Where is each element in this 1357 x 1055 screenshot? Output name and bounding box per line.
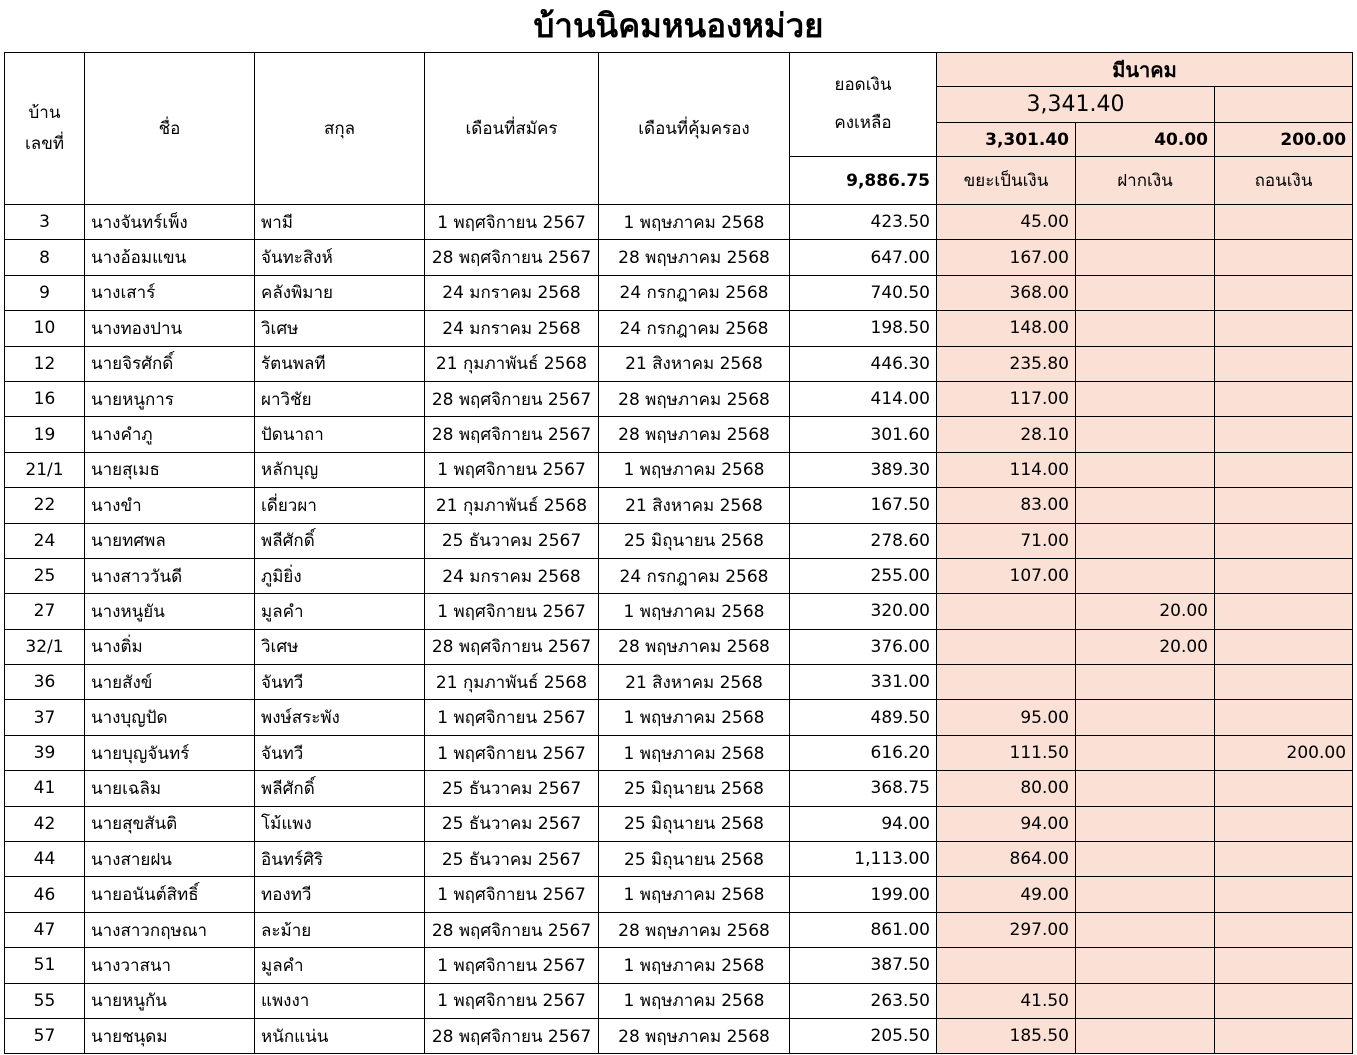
cell-surname: โม้แพง [255,806,425,841]
cell-house-no: 16 [5,381,85,416]
cell-balance: 331.00 [790,665,937,700]
cell-protected-month: 21 สิงหาคม 2568 [599,488,790,523]
cell-applied-month: 1 พฤศจิกายน 2567 [425,735,599,770]
cell-waste: 41.50 [937,983,1076,1018]
cell-deposit [1076,1018,1215,1053]
cell-protected-month: 24 กรกฎาคม 2568 [599,275,790,310]
cell-house-no: 27 [5,594,85,629]
cell-name: นางเสาร์ [85,275,255,310]
cell-applied-month: 1 พฤศจิกายน 2567 [425,700,599,735]
cell-surname: พามี [255,205,425,240]
cell-house-no: 10 [5,311,85,346]
cell-applied-month: 28 พฤศจิกายน 2567 [425,381,599,416]
cell-balance: 861.00 [790,912,937,947]
cell-withdraw [1215,594,1353,629]
table-row [5,275,1353,310]
cell-withdraw [1215,1018,1353,1053]
cell-protected-month: 28 พฤษภาคม 2568 [599,1018,790,1053]
cell-name: นายทศพล [85,523,255,558]
cell-balance: 423.50 [790,205,937,240]
cell-surname: วิเศษ [255,311,425,346]
cell-balance: 167.50 [790,488,937,523]
cell-deposit [1076,452,1215,487]
cell-name: นายบุญจันทร์ [85,735,255,770]
cell-surname: วิเศษ [255,629,425,664]
cell-surname: แพงงา [255,983,425,1018]
cell-house-no: 9 [5,275,85,310]
table-row [5,842,1353,877]
cell-waste: 117.00 [937,381,1076,416]
cell-withdraw [1215,346,1353,381]
cell-protected-month: 1 พฤษภาคม 2568 [599,594,790,629]
cell-deposit: 20.00 [1076,594,1215,629]
cell-applied-month: 28 พฤศจิกายน 2567 [425,240,599,275]
header-month-total: 3,341.40 [937,87,1215,123]
header-balance-total: 9,886.75 [790,157,937,205]
cell-house-no: 51 [5,948,85,983]
table-row [5,452,1353,487]
cell-protected-month: 1 พฤษภาคม 2568 [599,948,790,983]
cell-applied-month: 25 ธันวาคม 2567 [425,842,599,877]
cell-house-no: 19 [5,417,85,452]
cell-surname: อินทร์ศิริ [255,842,425,877]
cell-name: นายอนันต์สิทธิ์ [85,877,255,912]
cell-surname: พงษ์สระพัง [255,700,425,735]
cell-house-no: 39 [5,735,85,770]
cell-waste [937,594,1076,629]
table-row [5,311,1353,346]
ledger-table [4,52,1353,1054]
cell-applied-month: 28 พฤศจิกายน 2567 [425,417,599,452]
header-surname: สกุล [255,53,425,205]
table-row [5,806,1353,841]
cell-withdraw [1215,381,1353,416]
table-row [5,240,1353,275]
cell-surname: ปัดนาถา [255,417,425,452]
cell-waste: 148.00 [937,311,1076,346]
cell-deposit [1076,983,1215,1018]
cell-applied-month: 24 มกราคม 2568 [425,311,599,346]
cell-deposit [1076,665,1215,700]
table-row [5,346,1353,381]
cell-balance: 389.30 [790,452,937,487]
cell-deposit [1076,771,1215,806]
cell-surname: ละม้าย [255,912,425,947]
cell-waste: 45.00 [937,205,1076,240]
page-title: บ้านนิคมหนองหม่วย [533,6,824,45]
cell-applied-month: 25 ธันวาคม 2567 [425,523,599,558]
cell-applied-month: 1 พฤศจิกายน 2567 [425,877,599,912]
cell-name: นางติ่ม [85,629,255,664]
cell-house-no: 36 [5,665,85,700]
cell-surname: เดี่ยวผา [255,488,425,523]
cell-withdraw [1215,877,1353,912]
cell-house-no: 12 [5,346,85,381]
cell-balance: 446.30 [790,346,937,381]
cell-applied-month: 1 พฤศจิกายน 2567 [425,205,599,240]
cell-withdraw [1215,700,1353,735]
header-month: มีนาคม [937,53,1353,87]
cell-waste: 49.00 [937,877,1076,912]
cell-surname: หนักแน่น [255,1018,425,1053]
cell-balance: 263.50 [790,983,937,1018]
cell-name: นางจันทร์เพ็ง [85,205,255,240]
cell-deposit [1076,346,1215,381]
cell-protected-month: 25 มิถุนายน 2568 [599,806,790,841]
cell-waste [937,629,1076,664]
cell-balance: 205.50 [790,1018,937,1053]
cell-balance: 255.00 [790,558,937,593]
cell-withdraw [1215,311,1353,346]
header-deposit-total: 40.00 [1076,123,1215,157]
cell-name: นางสาวกฤษณา [85,912,255,947]
cell-deposit [1076,381,1215,416]
cell-protected-month: 25 มิถุนายน 2568 [599,842,790,877]
table-row [5,488,1353,523]
cell-protected-month: 21 สิงหาคม 2568 [599,665,790,700]
cell-surname: หลักบุญ [255,452,425,487]
cell-name: นายหนูการ [85,381,255,416]
cell-balance: 376.00 [790,629,937,664]
cell-protected-month: 28 พฤษภาคม 2568 [599,417,790,452]
cell-withdraw [1215,523,1353,558]
table-row [5,983,1353,1018]
cell-deposit [1076,558,1215,593]
cell-house-no: 41 [5,771,85,806]
cell-waste: 864.00 [937,842,1076,877]
cell-surname: คลังพิมาย [255,275,425,310]
cell-waste: 71.00 [937,523,1076,558]
cell-name: นางวาสนา [85,948,255,983]
cell-house-no: 46 [5,877,85,912]
cell-balance: 199.00 [790,877,937,912]
header-waste-label: ขยะเป็นเงิน [937,157,1076,205]
cell-deposit [1076,912,1215,947]
cell-balance: 320.00 [790,594,937,629]
cell-waste: 185.50 [937,1018,1076,1053]
cell-balance: 94.00 [790,806,937,841]
cell-waste: 235.80 [937,346,1076,381]
cell-waste: 167.00 [937,240,1076,275]
cell-withdraw: 200.00 [1215,735,1353,770]
cell-waste: 94.00 [937,806,1076,841]
cell-protected-month: 28 พฤษภาคม 2568 [599,629,790,664]
cell-waste [937,665,1076,700]
cell-applied-month: 28 พฤศจิกายน 2567 [425,629,599,664]
table-row [5,558,1353,593]
cell-protected-month: 21 สิงหาคม 2568 [599,346,790,381]
cell-surname: ทองทวี [255,877,425,912]
cell-deposit [1076,275,1215,310]
cell-surname: พลีศักดิ์ [255,523,425,558]
table-row [5,205,1353,240]
cell-applied-month: 25 ธันวาคม 2567 [425,771,599,806]
cell-balance: 368.75 [790,771,937,806]
cell-protected-month: 28 พฤษภาคม 2568 [599,381,790,416]
cell-withdraw [1215,983,1353,1018]
cell-balance: 740.50 [790,275,937,310]
table-row [5,665,1353,700]
cell-deposit [1076,948,1215,983]
cell-protected-month: 1 พฤษภาคม 2568 [599,735,790,770]
cell-protected-month: 1 พฤษภาคม 2568 [599,983,790,1018]
header-withdraw-label: ถอนเงิน [1215,157,1353,205]
header-waste-total: 3,301.40 [937,123,1076,157]
cell-balance: 278.60 [790,523,937,558]
cell-house-no: 24 [5,523,85,558]
header-applied-month: เดือนที่สมัคร [425,53,599,205]
cell-deposit [1076,806,1215,841]
cell-withdraw [1215,665,1353,700]
cell-surname: รัตนพลที [255,346,425,381]
table-row [5,523,1353,558]
cell-house-no: 32/1 [5,629,85,664]
cell-deposit [1076,877,1215,912]
cell-protected-month: 25 มิถุนายน 2568 [599,771,790,806]
cell-surname: พลีศักดิ์ [255,771,425,806]
cell-house-no: 3 [5,205,85,240]
header-deposit-label: ฝากเงิน [1076,157,1215,205]
cell-waste: 83.00 [937,488,1076,523]
cell-name: นางคำภู [85,417,255,452]
cell-name: นางสาววันดี [85,558,255,593]
cell-withdraw [1215,629,1353,664]
cell-surname: ภูมิยิ่ง [255,558,425,593]
cell-house-no: 47 [5,912,85,947]
cell-withdraw [1215,488,1353,523]
cell-applied-month: 21 กุมภาพันธ์ 2568 [425,488,599,523]
cell-withdraw [1215,771,1353,806]
cell-waste: 114.00 [937,452,1076,487]
cell-applied-month: 24 มกราคม 2568 [425,275,599,310]
cell-withdraw [1215,948,1353,983]
header-house-no-line1: บ้าน [28,102,61,123]
cell-deposit [1076,842,1215,877]
cell-house-no: 37 [5,700,85,735]
cell-surname: จันทะสิงห์ [255,240,425,275]
cell-withdraw [1215,240,1353,275]
cell-deposit [1076,700,1215,735]
cell-name: นายสุขสันติ [85,806,255,841]
cell-house-no: 22 [5,488,85,523]
cell-surname: จันทวี [255,735,425,770]
cell-deposit: 20.00 [1076,629,1215,664]
cell-balance: 647.00 [790,240,937,275]
table-row [5,594,1353,629]
header-house-no-line2: เลขที่ [24,133,65,154]
cell-waste: 95.00 [937,700,1076,735]
cell-withdraw [1215,806,1353,841]
cell-withdraw [1215,452,1353,487]
cell-applied-month: 1 พฤศจิกายน 2567 [425,948,599,983]
table-row [5,417,1353,452]
cell-surname: มูลคำ [255,948,425,983]
cell-protected-month: 24 กรกฎาคม 2568 [599,558,790,593]
cell-protected-month: 24 กรกฎาคม 2568 [599,311,790,346]
cell-deposit [1076,311,1215,346]
table-row [5,381,1353,416]
cell-deposit [1076,735,1215,770]
cell-protected-month: 25 มิถุนายน 2568 [599,523,790,558]
cell-protected-month: 1 พฤษภาคม 2568 [599,452,790,487]
header-month-empty [1215,87,1353,123]
header-house-no [5,53,85,205]
cell-applied-month: 21 กุมภาพันธ์ 2568 [425,665,599,700]
header-balance-line2: คงเหลือ [834,112,892,133]
table-row [5,1018,1353,1053]
cell-protected-month: 1 พฤษภาคม 2568 [599,700,790,735]
cell-balance: 1,113.00 [790,842,937,877]
cell-name: นางบุญปัด [85,700,255,735]
header-withdraw-total: 200.00 [1215,123,1353,157]
cell-name: นายสังข์ [85,665,255,700]
cell-balance: 616.20 [790,735,937,770]
cell-protected-month: 28 พฤษภาคม 2568 [599,912,790,947]
cell-name: นายเฉลิม [85,771,255,806]
cell-name: นางหนูยัน [85,594,255,629]
cell-waste: 111.50 [937,735,1076,770]
cell-withdraw [1215,558,1353,593]
cell-applied-month: 25 ธันวาคม 2567 [425,806,599,841]
cell-house-no: 44 [5,842,85,877]
cell-applied-month: 24 มกราคม 2568 [425,558,599,593]
table-row [5,877,1353,912]
cell-house-no: 25 [5,558,85,593]
cell-name: นายหนูกัน [85,983,255,1018]
cell-name: นางอ้อมแขน [85,240,255,275]
cell-balance: 414.00 [790,381,937,416]
cell-surname: ผาวิชัย [255,381,425,416]
cell-applied-month: 21 กุมภาพันธ์ 2568 [425,346,599,381]
cell-applied-month: 28 พฤศจิกายน 2567 [425,1018,599,1053]
cell-house-no: 42 [5,806,85,841]
cell-balance: 387.50 [790,948,937,983]
cell-withdraw [1215,417,1353,452]
cell-house-no: 57 [5,1018,85,1053]
table-row [5,700,1353,735]
cell-name: นางสายฝน [85,842,255,877]
cell-name: นายจิรศักดิ์ [85,346,255,381]
cell-name: นายชนุดม [85,1018,255,1053]
cell-applied-month: 1 พฤศจิกายน 2567 [425,983,599,1018]
cell-withdraw [1215,205,1353,240]
cell-deposit [1076,523,1215,558]
cell-applied-month: 1 พฤศจิกายน 2567 [425,594,599,629]
cell-surname: จันทวี [255,665,425,700]
cell-protected-month: 1 พฤษภาคม 2568 [599,877,790,912]
table-row [5,771,1353,806]
cell-waste: 107.00 [937,558,1076,593]
cell-withdraw [1215,842,1353,877]
cell-waste: 297.00 [937,912,1076,947]
cell-deposit [1076,417,1215,452]
table-row [5,629,1353,664]
cell-house-no: 8 [5,240,85,275]
header-name: ชื่อ [85,53,255,205]
table-row [5,735,1353,770]
cell-protected-month: 28 พฤษภาคม 2568 [599,240,790,275]
cell-waste: 80.00 [937,771,1076,806]
cell-deposit [1076,205,1215,240]
cell-balance: 489.50 [790,700,937,735]
cell-applied-month: 28 พฤศจิกายน 2567 [425,912,599,947]
table-row [5,912,1353,947]
cell-house-no: 55 [5,983,85,1018]
header-balance-line1: ยอดเงิน [834,75,892,96]
cell-waste: 368.00 [937,275,1076,310]
cell-balance: 301.60 [790,417,937,452]
cell-withdraw [1215,275,1353,310]
cell-surname: มูลคำ [255,594,425,629]
table-row [5,948,1353,983]
cell-deposit [1076,488,1215,523]
cell-withdraw [1215,912,1353,947]
cell-waste: 28.10 [937,417,1076,452]
cell-name: นายสุเมธ [85,452,255,487]
cell-deposit [1076,240,1215,275]
cell-house-no: 21/1 [5,452,85,487]
cell-protected-month: 1 พฤษภาคม 2568 [599,205,790,240]
cell-waste [937,948,1076,983]
header-protected-month: เดือนที่คุ้มครอง [599,53,790,205]
header-balance [790,53,937,157]
cell-balance: 198.50 [790,311,937,346]
cell-name: นางขำ [85,488,255,523]
cell-applied-month: 1 พฤศจิกายน 2567 [425,452,599,487]
cell-name: นางทองปาน [85,311,255,346]
